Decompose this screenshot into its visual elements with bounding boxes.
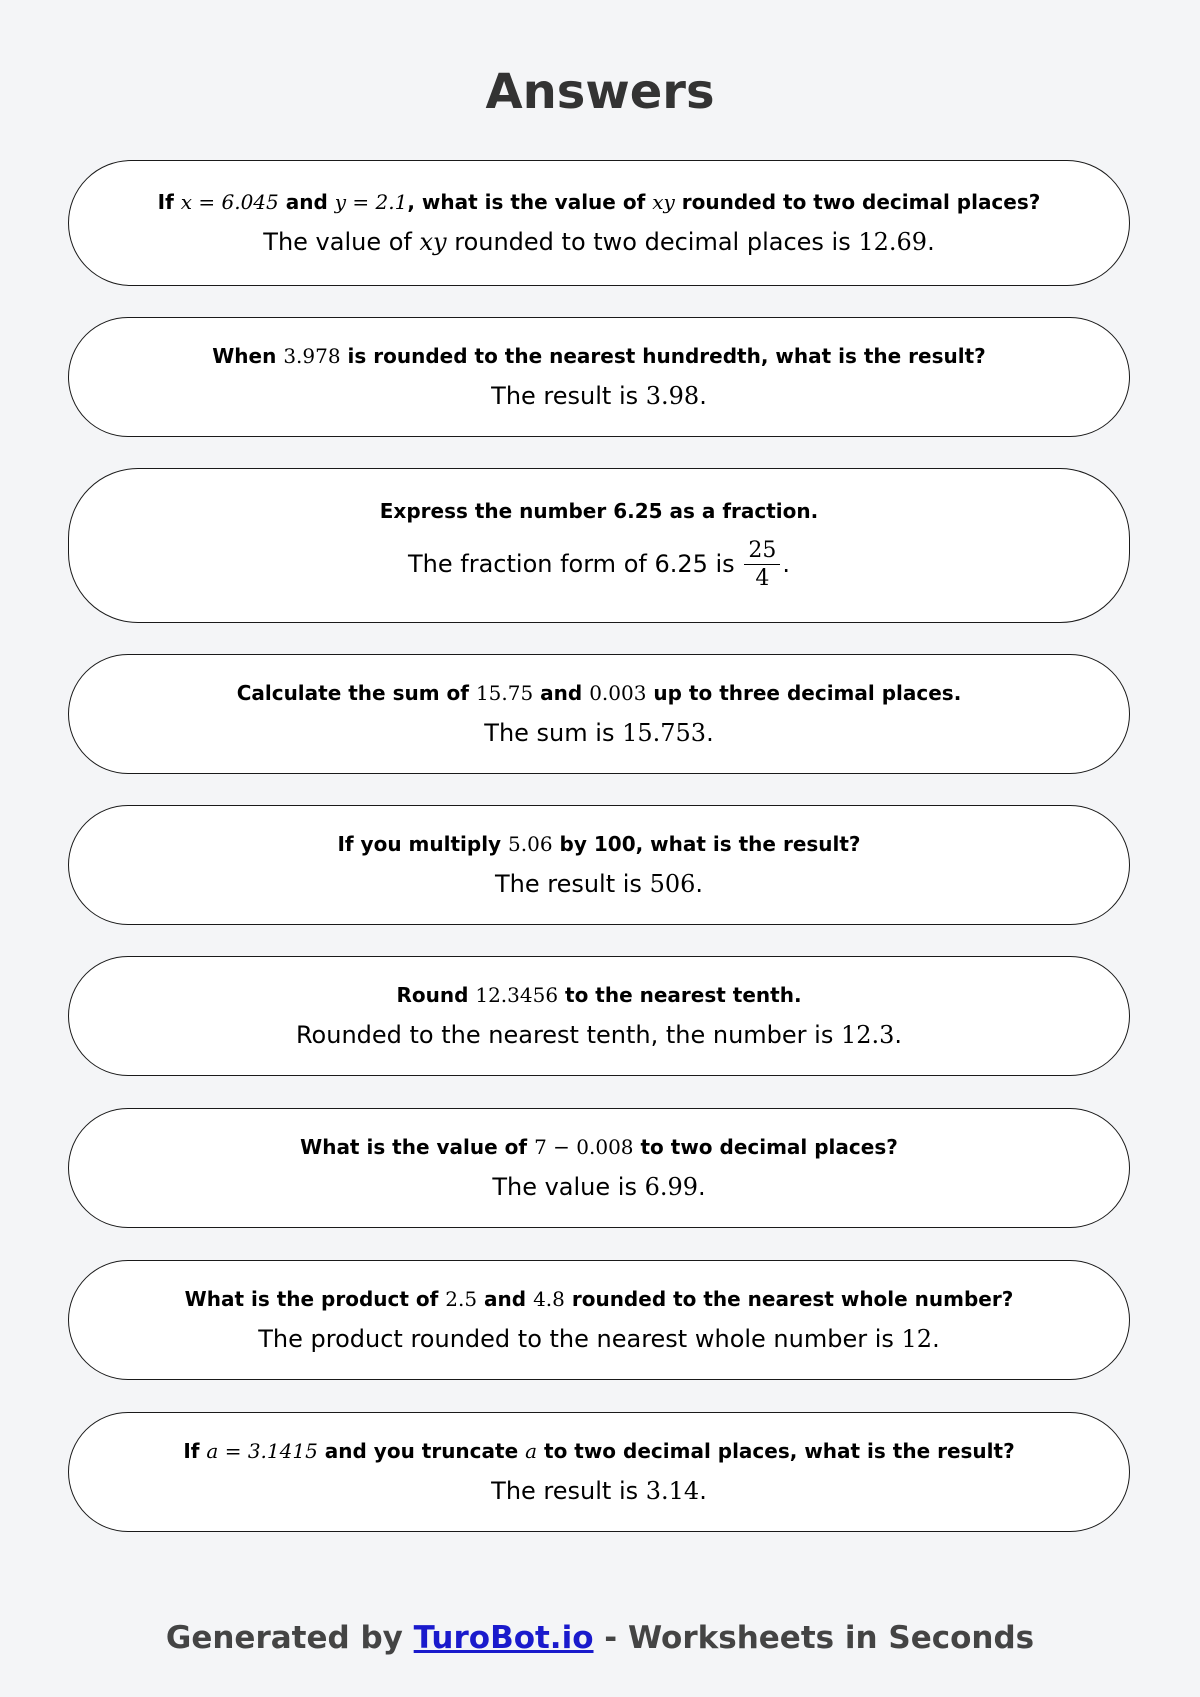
- footer-suffix: - Worksheets in Seconds: [593, 1620, 1035, 1656]
- answer-card-9: [68, 1412, 1130, 1532]
- answer-card-3: [68, 468, 1130, 623]
- answer-card-7: [68, 1108, 1130, 1228]
- question-text: If a = 3.1415 and you truncate a to two decimal places, what is the result?: [183, 1438, 1015, 1463]
- answer-text: The sum is 15.753.: [484, 718, 714, 747]
- answer-text: The value of xy rounded to two decimal places is 12.69.: [263, 227, 935, 256]
- question-text: Express the number 6.25 as a fraction.: [379, 498, 819, 523]
- answer-card-2: [68, 317, 1130, 437]
- question-text: Round 12.3456 to the nearest tenth.: [396, 982, 802, 1007]
- question-text: Calculate the sum of 15.75 and 0.003 up to three decimal places.: [236, 680, 962, 705]
- fraction: $\frac{25}{4}$: [744, 537, 780, 593]
- answer-card-1: [68, 160, 1130, 286]
- answer-text: The result is 506.: [494, 869, 704, 898]
- answer-text: Rounded to the nearest tenth, the number is 12.3.: [295, 1020, 903, 1049]
- answer-card-6: [68, 956, 1130, 1076]
- footer: [0, 1620, 1200, 1656]
- footer-prefix: Generated by: [165, 1620, 414, 1656]
- page-title: Answers: [485, 64, 715, 120]
- answer-text: The fraction form of 6.25 is $\frac{25}{4}$ .: [408, 537, 790, 591]
- turobot-link[interactable]: TuroBot.io: [413, 1620, 594, 1656]
- answer-text: The result is 3.14.: [491, 1476, 707, 1505]
- question-text: If x = 6.045 and y = 2.1, what is the value of xy rounded to two decimal places?: [157, 189, 1041, 214]
- answer-text: The result is 3.98.: [491, 381, 707, 410]
- answer-card-5: [68, 805, 1130, 925]
- answer-text: The product rounded to the nearest whole number is 12.: [258, 1324, 940, 1353]
- question-text: What is the product of 2.5 and 4.8 rounded to the nearest whole number?: [184, 1286, 1014, 1311]
- answer-card-4: [68, 654, 1130, 774]
- question-text: If you multiply 5.06 by 100, what is the result?: [337, 831, 861, 856]
- answer-text: The value is 6.99.: [492, 1172, 706, 1201]
- question-text: What is the value of 7 − 0.008 to two decimal places?: [300, 1134, 898, 1159]
- question-text: When 3.978 is rounded to the nearest hundredth, what is the result?: [212, 343, 986, 368]
- answer-card-8: [68, 1260, 1130, 1380]
